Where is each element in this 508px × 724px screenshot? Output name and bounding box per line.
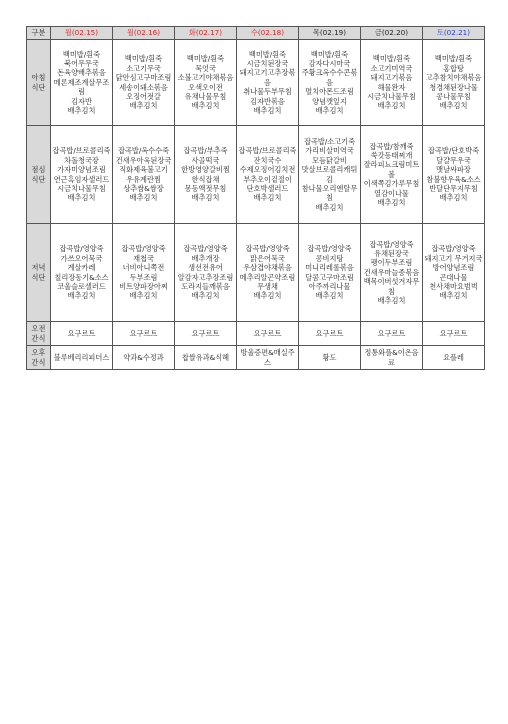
- header-row: [27, 27, 485, 40]
- day-header-3: 화(02.17): [175, 27, 237, 40]
- menu-cell: 정통와플&이온음료: [361, 346, 423, 370]
- meal-label-morning-snack: 오전 간식: [27, 322, 51, 346]
- menu-cell: 잡곡밥/브로콜리죽 잔치국수 수제오징어김치전 부추오이겉절이 단호박샐러드 배추김치: [237, 126, 299, 224]
- menu-cell: 잡곡밥/브로콜리죽 차돌청국장 가자미양념조림 연근흑임자샐러드 시금치나물무침 배추김치: [51, 126, 113, 224]
- morning-snack-row: [27, 322, 485, 346]
- menu-cell: 백미밥/흰죽 홍합탕 고추참치야채볶음 청경채된장나물 콩나물무침 배추김치: [423, 40, 485, 126]
- menu-cell: 요구르트: [423, 322, 485, 346]
- day-header-7: 토(02.21): [423, 27, 485, 40]
- weekly-meal-table: [26, 26, 485, 370]
- menu-cell: 백미밥/흰죽 소고기무국 닭안심고구마조림 세송이돼소볶음 오징어젓갈 배추김치: [113, 40, 175, 126]
- afternoon-snack-row: [27, 346, 485, 370]
- menu-cell: 잡곡밥/부추죽 사골떡국 한방영양갈비찜 한식잡채 몽동액젓무침 배추김치: [175, 126, 237, 224]
- menu-cell: 백미밥/흰죽 묵엇국 소불고기야채볶음 오색오이전 유채나물무침 배추김치: [175, 40, 237, 126]
- menu-cell: 요구르트: [51, 322, 113, 346]
- day-header-1: 월(02.15): [51, 27, 113, 40]
- menu-cell: 잡곡밥/영양죽 배추개장 생선전유어 알감자고추장조림 도라지들깨볶음 배추김치: [175, 224, 237, 322]
- menu-cell: 요구르트: [113, 322, 175, 346]
- menu-cell: 요구르트: [175, 322, 237, 346]
- menu-cell: 약과&수정과: [113, 346, 175, 370]
- menu-cell: 잡곡밥/소고기죽 가리비살미역국 모듬닭갈비 맛살브로콜리캐튀김 참나물오리엔탈무침 배추김치: [299, 126, 361, 224]
- menu-cell: 잡곡밥/단호박죽 달걀무우국 맷날싸파장 참불향우육&소스 반달단무지무침 배추김치: [423, 126, 485, 224]
- menu-cell: 요구르트: [237, 322, 299, 346]
- menu-cell: 잡곡밥/영양죽 콩비지탕 미니리레롤볶음 달콤고구마조림 아주까리나물 배추김치: [299, 224, 361, 322]
- meal-label-afternoon-snack: 오후 간식: [27, 346, 51, 370]
- menu-cell: 백미밥/흰죽 시금치된장국 돼지고기고추장볶음 취나물두부무침 김자반볶음 배추김치: [237, 40, 299, 126]
- menu-cell: 방울증편&매실주스: [237, 346, 299, 370]
- corner-header: 구분: [27, 27, 51, 40]
- menu-cell: 잡곡밥/옥수수죽 건새우아욱된장국 직화제육불고기 우유계란찜 상추쌈&쌈장 배추김치: [113, 126, 175, 224]
- menu-cell: 블루베리리피더스: [51, 346, 113, 370]
- menu-cell: 황도: [299, 346, 361, 370]
- day-header-6: 금(02.20): [361, 27, 423, 40]
- menu-cell: 잡곡밥/영양죽 돼지고기 무거지국 방어양념조림 곤대나물 천사채마요범벅 배추김치: [423, 224, 485, 322]
- day-header-5: 목(02.19): [299, 27, 361, 40]
- lunch-row: [27, 126, 485, 224]
- menu-cell: 잡곡밥/영양죽 맑은어묵국 우삼겹야채볶음 메추리알곤약조림 무생채 배추김치: [237, 224, 299, 322]
- breakfast-row: [27, 40, 485, 126]
- meal-label-dinner: 저녁 식단: [27, 224, 51, 322]
- menu-cell: 잡곡밥/영양죽 재첩국 너비아니쪽전 두부조림 비트양파장아찌 배추김치: [113, 224, 175, 322]
- meal-label-breakfast: 아침 식단: [27, 40, 51, 126]
- menu-cell: 요구르트: [361, 322, 423, 346]
- menu-cell: 잡곡밥/참깨죽 쑥갓동태찌개 잘라피뇨크림미트볼 이색쪽김가루무침 열감이나물 배추김치: [361, 126, 423, 224]
- day-header-4: 수(02.18): [237, 27, 299, 40]
- menu-cell: 잡곡밥/영양죽 유채된장국 팽이두부조림 건새우마늘종볶음 백목이버섯겨자무침 배추김치: [361, 224, 423, 322]
- menu-cell: 요구르트: [299, 322, 361, 346]
- menu-cell: 백미밥/흰죽 소고기미역국 돼지고기볶음 해물완자 시금치나물무침 배추김치: [361, 40, 423, 126]
- menu-cell: 요플레: [423, 346, 485, 370]
- dinner-row: [27, 224, 485, 322]
- day-header-2: 월(02.16): [113, 27, 175, 40]
- menu-cell: 찹쌀유과&식혜: [175, 346, 237, 370]
- menu-cell: 백미밥/흰죽 감자다시마국 주황크옥수수콘볶음 멸치아몬드조림 양념깻잎지 배추김치: [299, 40, 361, 126]
- meal-label-lunch: 점심 식단: [27, 126, 51, 224]
- menu-cell: 잡곡밥/영양죽 가쓰오어묵국 계살카레 칠리장동기&소스 코울슬로샐러드 배추김치: [51, 224, 113, 322]
- menu-cell: 백미밥/흰죽 북어무무국 돈육양배추볶음 메론제조계살무조림 김자반 배추김치: [51, 40, 113, 126]
